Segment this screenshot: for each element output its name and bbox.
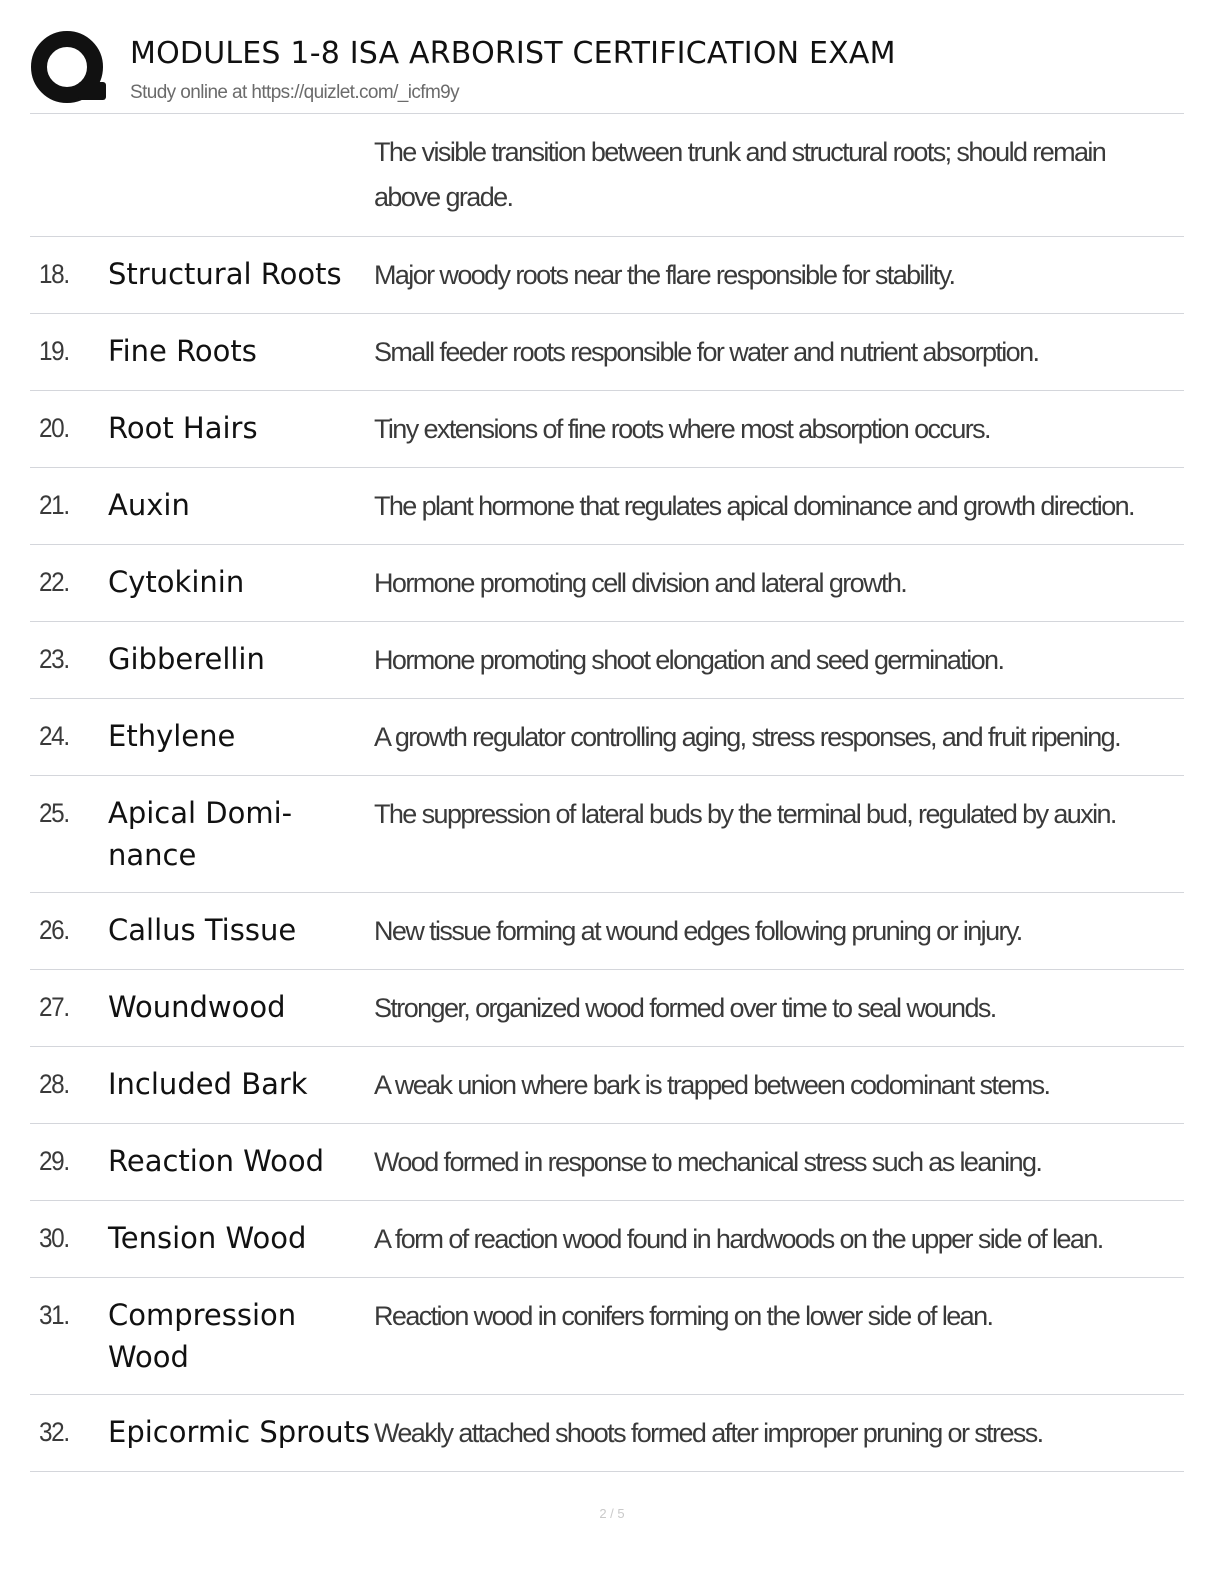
flashcard-row	[30, 114, 1184, 237]
card-definition: A growth regulator controlling aging, stress responses, and fruit ripening.	[374, 722, 1120, 752]
card-term: Gibberellin	[108, 642, 265, 676]
card-number: 22.	[39, 567, 69, 597]
card-number: 30.	[39, 1223, 69, 1253]
flashcard-row	[30, 776, 1184, 893]
flashcard-row	[30, 1047, 1184, 1124]
flashcard-row	[30, 699, 1184, 776]
card-definition: The suppression of lateral buds by the terminal bud, regulated by auxin.	[374, 799, 1116, 829]
card-term: Woundwood	[108, 990, 286, 1024]
card-number: 25.	[39, 798, 69, 828]
card-number: 32.	[39, 1417, 69, 1447]
card-number: 31.	[39, 1300, 69, 1330]
card-definition: Stronger, organized wood formed over time to seal wounds.	[374, 993, 996, 1023]
page-header	[30, 30, 1184, 114]
flashcard-row	[30, 545, 1184, 622]
card-definition: A form of reaction wood found in hardwoods on the upper side of lean.	[374, 1224, 1103, 1254]
study-online-prefix: Study online at	[130, 82, 252, 103]
page-number: 2 / 5	[599, 1506, 625, 1521]
card-definition: The plant hormone that regulates apical dominance and growth direction.	[374, 491, 1134, 521]
flashcard-row	[30, 1395, 1184, 1472]
card-definition: The visible transition between trunk and structural roots; should remain above grade.	[374, 137, 1106, 212]
flashcard-row	[30, 970, 1184, 1047]
flashcard-row	[30, 391, 1184, 468]
flashcard-list	[30, 113, 1184, 1472]
card-term: Structural Roots	[108, 257, 342, 291]
card-term: Root Hairs	[108, 411, 258, 445]
card-term: Compression Wood	[108, 1298, 297, 1374]
card-term: Tension Wood	[108, 1221, 307, 1255]
card-term: Included Bark	[108, 1067, 308, 1101]
card-number: 29.	[39, 1146, 69, 1176]
card-term: Epicormic Sprouts	[108, 1415, 371, 1449]
card-number: 21.	[39, 490, 69, 520]
quizlet-logo-icon	[30, 30, 108, 108]
card-definition: Major woody roots near the flare responsible for stability.	[374, 260, 955, 290]
card-number: 20.	[39, 413, 69, 443]
card-number: 28.	[39, 1069, 69, 1099]
card-definition: Hormone promoting cell division and lateral growth.	[374, 568, 907, 598]
flashcard-row	[30, 1278, 1184, 1395]
flashcard-row	[30, 314, 1184, 391]
card-definition: Hormone promoting shoot elongation and seed germination.	[374, 645, 1004, 675]
card-definition: New tissue forming at wound edges following pruning or injury.	[374, 916, 1022, 946]
card-number: 27.	[39, 992, 69, 1022]
card-definition: Weakly attached shoots formed after improper pruning or stress.	[374, 1418, 1043, 1448]
flashcard-row	[30, 1201, 1184, 1278]
document-title: MODULES 1-8 ISA ARBORIST CERTIFICATION EXAM	[130, 36, 896, 71]
card-term: Reaction Wood	[108, 1144, 325, 1178]
card-definition: Tiny extensions of fine roots where most absorption occurs.	[374, 414, 990, 444]
card-term: Auxin	[108, 488, 190, 522]
card-term: Cytokinin	[108, 565, 245, 599]
card-term: Callus Tissue	[108, 913, 297, 947]
card-definition: A weak union where bark is trapped between codominant stems.	[374, 1070, 1050, 1100]
card-definition: Wood formed in response to mechanical stress such as leaning.	[374, 1147, 1042, 1177]
card-definition: Small feeder roots responsible for water and nutrient absorption.	[374, 337, 1039, 367]
card-term: Apical Domi- nance	[108, 796, 293, 872]
study-online-line	[130, 82, 459, 104]
flashcard-row	[30, 622, 1184, 699]
card-term: Ethylene	[108, 719, 236, 753]
card-number: 19.	[39, 336, 69, 366]
flashcard-row	[30, 1124, 1184, 1201]
card-number: 18.	[39, 259, 69, 289]
card-number: 23.	[39, 644, 69, 674]
flashcard-row	[30, 237, 1184, 314]
flashcard-row	[30, 893, 1184, 970]
flashcard-row	[30, 468, 1184, 545]
card-definition: Reaction wood in conifers forming on the lower side of lean.	[374, 1301, 993, 1331]
quizlet-url-link[interactable]: https://quizlet.com/_icfm9y	[251, 82, 460, 103]
card-term: Fine Roots	[108, 334, 257, 368]
card-number: 26.	[39, 915, 69, 945]
card-number: 24.	[39, 721, 69, 751]
